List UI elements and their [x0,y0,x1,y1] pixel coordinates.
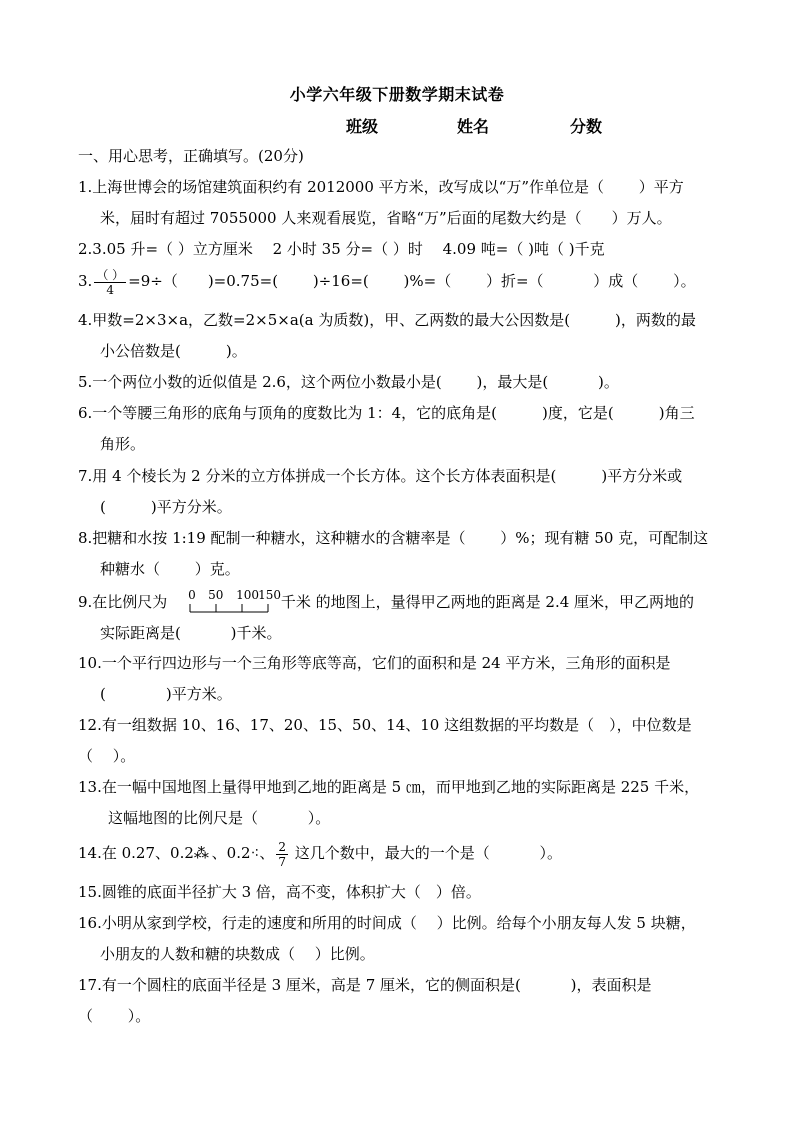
question-text: （ ）。 [78,747,136,765]
question-5 [78,367,723,398]
scale-tick-label: 50 [208,588,224,602]
question-14 [78,838,723,869]
score-label: 分数 [570,117,603,136]
question-text: 12.有一组数据 10、16、17、20、15、50、14、10 这组数据的平均数是（ ），中位数是 [78,716,692,734]
repeating-decimal-dots-icon: ⁂ [193,844,207,862]
question-text: 、0.2 [206,844,251,862]
section-heading: 一、用心思考，正确填写。(20分) [78,147,304,165]
page-title: 小学六年级下册数学期末试卷 [289,85,505,104]
question-text: 这幅地图的比例尺是（ ）。 [108,809,331,827]
question-text: 15.圆锥的底面半径扩大 3 倍，高不变，体积扩大（ ）倍。 [78,883,481,901]
question-text: 小朋友的人数和糖的块数成（ ）比例。 [100,945,375,963]
question-text: =9÷（ )=0.75=( )÷16=( )%=（ ）折=（ ）成（ ）。 [128,272,696,290]
question-text: 5.一个两位小数的近似值是 2.6，这个两位小数最小是( )，最大是( )。 [78,373,619,391]
fraction-denominator: 4 [106,282,115,297]
fraction [276,840,288,869]
question-15 [78,877,723,908]
question-1 [78,172,723,234]
question-text: 1.上海世博会的场馆建筑面积约有 2012000 平方米，改写成以“万”作单位是（ ）平方 [78,178,684,196]
question-text: 种糖水（ ）克。 [100,560,240,578]
question-number: 3. [78,272,93,290]
question-13 [78,772,723,834]
question-text: 这几个数中，最大的一个是（ ）。 [289,844,563,862]
fraction-numerator: （ ） [96,267,125,282]
scale-bar [174,588,281,616]
question-text: 14.在 0.27、0.2 [78,844,194,862]
scale-tick-label: 0 [188,588,196,602]
question-17 [78,970,723,1032]
question-text: 16.小明从家到学校，行走的速度和所用的时间成（ ）比例。给每个小朋友每人发 5 块糖， [78,914,696,932]
question-text: 米，届时有超过 7055000 人来观看展览，省略“万”后面的尾数大约是（ ）万人。 [100,209,672,227]
question-text: 10.一个平行四边形与一个三角形等底等高，它们的面积和是 24 平方米，三角形的面积是 [78,654,671,672]
question-text: 实际距离是( )千米。 [100,624,282,642]
question-text: 9.在比例尺为 [78,593,168,611]
scale-bar-line [174,602,274,614]
name-label: 姓名 [457,117,490,136]
fraction-denominator: 7 [278,854,286,869]
question-3 [78,266,723,297]
question-text: 千米 的地图上，量得甲乙两地的距离是 2.4 厘米，甲乙两地的 [280,593,695,611]
question-text: （ ）。 [78,1007,151,1025]
question-4 [78,305,723,367]
question-8 [78,523,723,585]
question-text: 13.在一幅中国地图上量得甲地到乙地的距离是 5 ㎝，而甲地到乙地的实际距离是 225 千米， [78,778,700,796]
question-text: 、 [259,844,275,862]
question-text: 8.把糖和水按 1:19 配制一种糖水，这种糖水的含糖率是（ ）%；现有糖 50 克，可配制这 [78,529,709,547]
question-text: 7.用 4 个棱长为 2 分米的立方体拼成一个长方体。这个长方体表面积是( )平方分米或 [78,467,683,485]
question-10 [78,648,723,710]
question-text: 2.3.05 升=（ ）立方厘米 2 小时 35 分=（ ）时 4.09 吨=（ )吨（ )千克 [78,240,605,258]
question-6 [78,398,723,460]
question-text: 角形。 [100,435,146,453]
question-text: ( )平方米。 [100,685,232,703]
question-text: 小公倍数是( )。 [100,342,247,360]
class-label: 班级 [346,117,379,136]
scale-tick-label: 100 [236,588,259,602]
fraction [94,268,126,297]
fraction-numerator: 2 [278,839,286,854]
question-text: ( )平方分米。 [100,498,232,516]
question-text: 17.有一个圆柱的底面半径是 3 厘米，高是 7 厘米，它的侧面积是( )，表面积是 [78,976,652,994]
repeating-decimal-dots-icon: ⁖ [250,844,260,862]
question-12 [78,710,723,772]
scale-tick-label: 150 [258,588,281,602]
question-7 [78,461,723,523]
question-2 [78,234,723,265]
question-text: 4.甲数=2×3×a，乙数=2×5×a(a 为质数)，甲、乙两数的最大公因数是( )，两数的最 [78,311,696,329]
question-text: 6.一个等腰三角形的底角与顶角的度数比为 1：4，它的底角是( )度，它是( )角三 [78,404,695,422]
question-9 [78,587,723,649]
question-16 [78,908,723,970]
